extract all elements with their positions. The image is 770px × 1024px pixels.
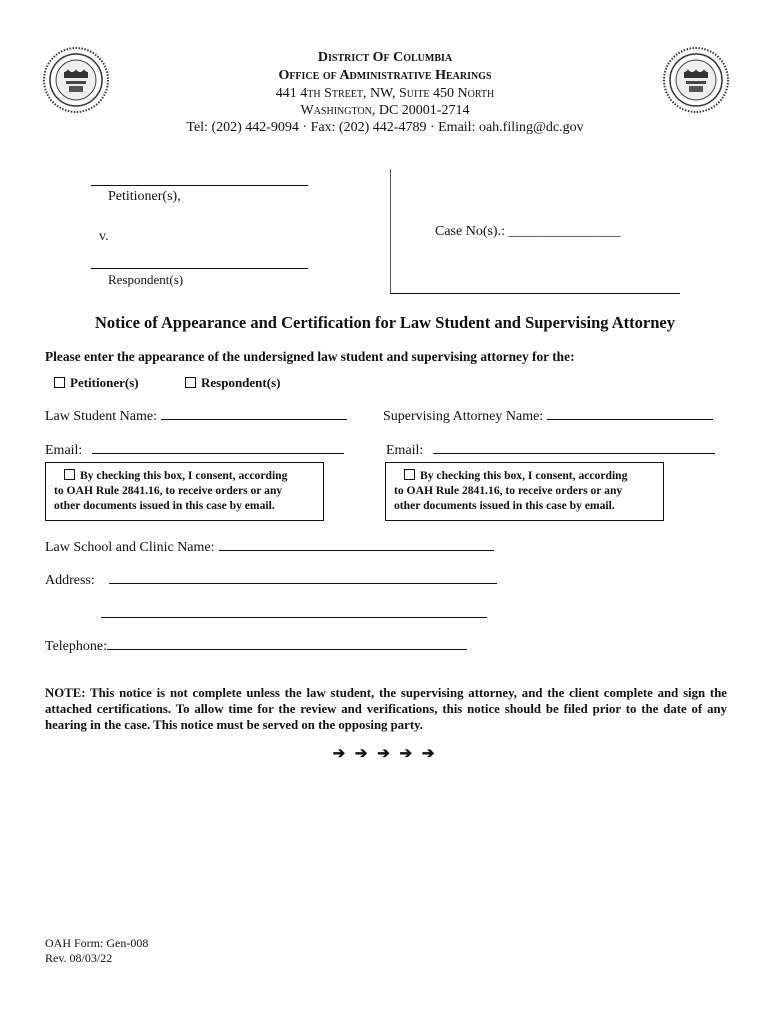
petitioner-label: Petitioner(s), — [108, 189, 181, 204]
law-student-email-consent — [45, 462, 324, 521]
revision-date: Rev. 08/03/22 — [45, 951, 113, 965]
caption-bottom-rule — [390, 293, 680, 294]
law-student-email-input[interactable] — [92, 441, 344, 454]
supervising-attorney-email-field[interactable] — [386, 441, 715, 459]
header-contact-line: Tel: (202) 442-9094 · Fax: (202) 442-4789 · Email: oah.filing@dc.gov — [186, 120, 584, 135]
header-address-street: 441 4th Street, NW, Suite 450 North — [275, 86, 495, 101]
law-student-email-field[interactable] — [45, 441, 344, 459]
law-student-consent-checkbox[interactable] — [64, 469, 75, 480]
address-input-line-2[interactable] — [101, 617, 487, 618]
supervising-attorney-email-input[interactable] — [433, 441, 715, 454]
instruction-text: Please enter the appearance of the undersigned law student and supervising attorney for the: — [45, 349, 575, 364]
supervising-attorney-consent-checkbox[interactable] — [404, 469, 415, 480]
form-number: OAH Form: Gen-008 — [45, 936, 149, 950]
versus-label: v. — [99, 229, 109, 244]
completion-note: NOTE: This notice is not complete unless the law student, the supervising attorney, and the client complete and sign the attached certifications. To allow time for the review and verifications, this notice should be filed prior to the date of any hearing in the case. This notice must be served on the opposing party. — [45, 686, 727, 732]
consent-line-3: other documents issued in this case by email. — [54, 499, 275, 512]
form-title: Notice of Appearance and Certification for Law Student and Supervising Attorney — [95, 313, 675, 332]
respondent-label: Respondent(s) — [108, 272, 184, 287]
petitioner-option-label: Petitioner(s) — [70, 375, 139, 390]
header-agency-office: Office of Administrative Hearings — [278, 68, 492, 83]
consent-line-3: other documents issued in this case by email. — [394, 499, 615, 512]
law-student-email-label: Email: — [45, 443, 83, 458]
supervising-attorney-email-consent — [385, 462, 664, 521]
caption-divider — [390, 169, 391, 294]
respondent-option-label: Respondent(s) — [201, 375, 281, 390]
supervising-attorney-email-label: Email: — [386, 443, 424, 458]
consent-line-2: to OAH Rule 2841.16, to receive orders or any — [54, 484, 283, 497]
respondent-checkbox[interactable] — [185, 377, 196, 388]
consent-line-1: By checking this box, I consent, according — [420, 469, 628, 482]
telephone-field[interactable] — [45, 637, 467, 655]
supervising-attorney-name-input[interactable] — [547, 407, 713, 420]
header-address-city: Washington, DC 20001-2714 — [300, 103, 470, 118]
form-footer — [45, 936, 148, 966]
header-agency-district: District Of Columbia — [317, 50, 453, 65]
law-student-name-label: Law Student Name: — [45, 409, 157, 424]
supervising-attorney-name-label: Supervising Attorney Name: — [383, 409, 544, 424]
address-label: Address: — [45, 573, 95, 588]
law-school-input[interactable] — [219, 538, 494, 551]
case-number-field[interactable]: Case No(s).: ________________ — [435, 224, 621, 239]
address-input-line-1[interactable] — [109, 571, 497, 584]
telephone-input[interactable] — [107, 637, 467, 650]
petitioner-checkbox[interactable] — [54, 377, 65, 388]
law-school-field[interactable] — [45, 538, 494, 556]
law-student-name-field[interactable] — [45, 407, 347, 425]
respondent-name-line[interactable] — [91, 268, 308, 269]
consent-line-1: By checking this box, I consent, according — [80, 469, 288, 482]
telephone-label: Telephone: — [45, 639, 107, 654]
petitioner-name-line[interactable] — [91, 185, 308, 186]
consent-line-2: to OAH Rule 2841.16, to receive orders or any — [394, 484, 623, 497]
petitioner-option[interactable] — [54, 375, 139, 391]
law-student-name-input[interactable] — [161, 407, 347, 420]
continue-arrows-icon: ➔ ➔ ➔ ➔ ➔ — [332, 746, 438, 762]
respondent-option[interactable] — [185, 375, 280, 391]
address-field[interactable] — [45, 571, 497, 589]
dc-seal-right — [662, 46, 730, 114]
supervising-attorney-name-field[interactable] — [383, 407, 713, 425]
law-school-label: Law School and Clinic Name: — [45, 540, 215, 555]
